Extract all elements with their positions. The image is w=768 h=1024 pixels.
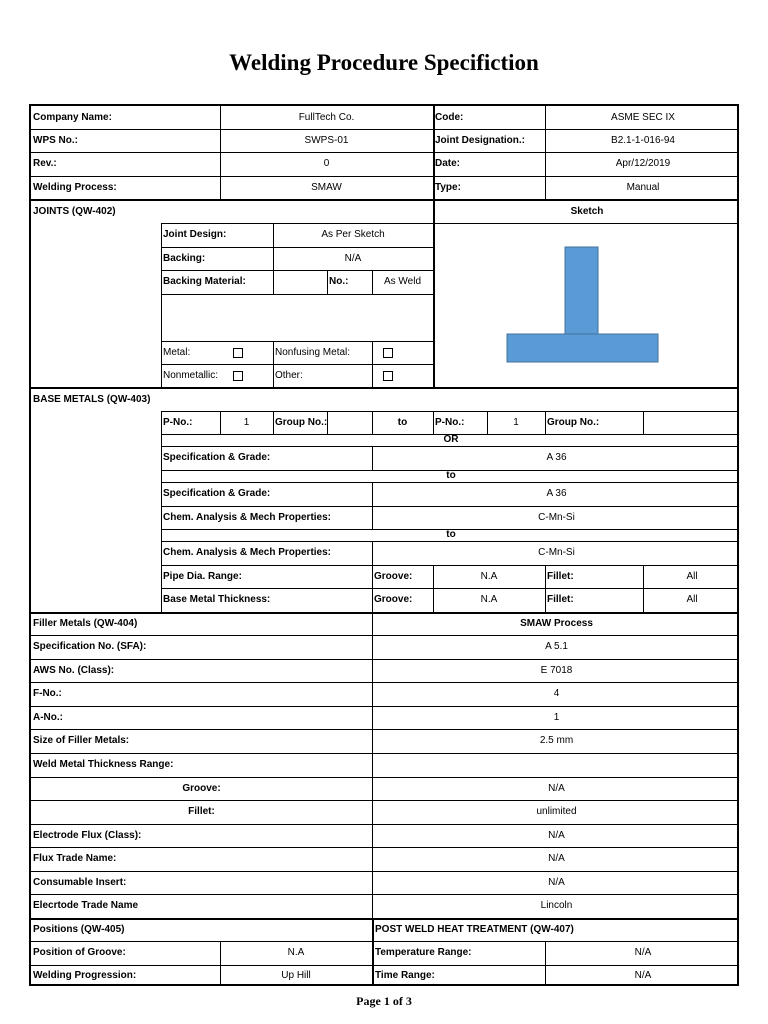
thickness-groove-label: Groove: bbox=[374, 594, 413, 605]
positions-heading: Positions (QW-405) bbox=[33, 924, 125, 935]
rev-label: Rev.: bbox=[33, 158, 57, 169]
spec-grade-1-label: Specification & Grade: bbox=[163, 452, 271, 463]
temperature-range-label: Temperature Range: bbox=[375, 947, 472, 958]
time-range-label: Time Range: bbox=[375, 969, 435, 981]
pipe-dia-label: Pipe Dia. Range: bbox=[163, 570, 242, 582]
company-name-value: FullTech Co. bbox=[298, 111, 355, 123]
filler-metals-heading: Filler Metals (QW-404) bbox=[33, 618, 138, 629]
position-groove-value: N.A bbox=[287, 947, 305, 958]
backing-value: N/A bbox=[344, 252, 362, 264]
spec-grade-1-value: A 36 bbox=[546, 452, 567, 463]
base-metals-heading: BASE METALS (QW-403) bbox=[33, 394, 151, 405]
welding-process-label: Welding Process: bbox=[33, 181, 117, 193]
backing-label: Backing: bbox=[163, 252, 206, 264]
time-range-value: N/A bbox=[634, 969, 652, 981]
a-no-value: 1 bbox=[553, 711, 560, 723]
joint-designation-value: B2.1-1-016-94 bbox=[611, 134, 675, 146]
divider bbox=[643, 411, 644, 434]
filler-groove-value: N/A bbox=[548, 782, 565, 794]
other-checkbox[interactable] bbox=[383, 371, 393, 381]
code-label: Code: bbox=[435, 111, 464, 123]
company-name-label: Company Name: bbox=[33, 111, 112, 123]
a-no-label: A-No.: bbox=[33, 711, 63, 723]
group-no-2-label: Group No.: bbox=[547, 416, 600, 428]
chem-analysis-1-label: Chem. Analysis & Mech Properties: bbox=[163, 511, 332, 523]
electrode-flux-label: Electrode Flux (Class): bbox=[33, 829, 142, 841]
electrode-trade-name-value: Lincoln bbox=[540, 900, 573, 911]
joints-heading: JOINTS (QW-402) bbox=[33, 206, 116, 217]
metal-checkbox[interactable] bbox=[233, 348, 243, 358]
p-no-value: 1 bbox=[243, 416, 250, 428]
wps-no-label: WPS No.: bbox=[33, 134, 78, 146]
welding-process-value: SMAW bbox=[311, 181, 342, 193]
joint-design-label: Joint Design: bbox=[163, 229, 227, 240]
temperature-range-value: N/A bbox=[634, 947, 652, 958]
welding-progression-label: Welding Progression: bbox=[33, 969, 137, 981]
pipe-groove-label: Groove: bbox=[374, 570, 413, 582]
divider bbox=[161, 294, 433, 295]
f-no-value: 4 bbox=[553, 688, 560, 699]
to-3-label: to bbox=[446, 529, 456, 540]
code-value: ASME SEC IX bbox=[611, 111, 675, 123]
filler-process: SMAW Process bbox=[520, 618, 593, 629]
filler-size-value: 2.5 mm bbox=[539, 735, 574, 746]
filler-size-label: Size of Filler Metals: bbox=[33, 735, 130, 746]
sketch-label: Sketch bbox=[570, 206, 604, 217]
nonmetallic-label: Nonmetallic: bbox=[163, 369, 219, 381]
joint-designation-label: Joint Designation.: bbox=[435, 134, 525, 146]
to-label: to bbox=[397, 416, 408, 428]
filler-fillet-label: Fillet: bbox=[188, 806, 215, 817]
pipe-fillet-value: All bbox=[686, 570, 698, 582]
electrode-flux-value: N/A bbox=[548, 829, 565, 841]
divider bbox=[372, 341, 373, 387]
p-no-2-value: 1 bbox=[513, 416, 519, 428]
p-no-2-label: P-No.: bbox=[435, 416, 465, 428]
chem-analysis-2-label: Chem. Analysis & Mech Properties: bbox=[163, 547, 332, 558]
document-title: Welding Procedure Specifiction bbox=[229, 50, 539, 75]
or-label: OR bbox=[443, 434, 459, 445]
thickness-fillet-label: Fillet: bbox=[547, 594, 574, 605]
wps-no-value: SWPS-01 bbox=[304, 134, 349, 146]
flux-trade-name-value: N/A bbox=[548, 853, 565, 864]
sketch-flange bbox=[507, 334, 658, 362]
thickness-groove-value: N.A bbox=[480, 594, 498, 605]
page-number: Page 1 of 3 bbox=[356, 994, 412, 1008]
type-value: Manual bbox=[626, 181, 660, 193]
joint-design-value: As Per Sketch bbox=[321, 229, 385, 240]
nonfusing-metal-checkbox[interactable] bbox=[383, 348, 393, 358]
to-2-label: to bbox=[446, 470, 456, 481]
nonmetallic-checkbox[interactable] bbox=[233, 371, 243, 381]
position-groove-label: Position of Groove: bbox=[33, 947, 126, 958]
divider bbox=[433, 223, 739, 224]
flux-trade-name-label: Flux Trade Name: bbox=[33, 853, 117, 864]
filler-fillet-value: unlimited bbox=[536, 806, 577, 817]
consumable-insert-label: Consumable Insert: bbox=[33, 876, 127, 888]
sfa-value: A 5.1 bbox=[545, 641, 568, 652]
electrode-trade-name-label: Elecrtode Trade Name bbox=[33, 900, 139, 911]
type-label: Type: bbox=[435, 181, 461, 193]
backing-material-label: Backing Material: bbox=[163, 276, 246, 287]
chem-analysis-2-value: C-Mn-Si bbox=[538, 547, 575, 558]
spec-grade-2-label: Specification & Grade: bbox=[163, 488, 271, 499]
base-metal-thickness-label: Base Metal Thickness: bbox=[163, 594, 271, 605]
no-label: No.: bbox=[329, 276, 349, 287]
date-label: Date: bbox=[435, 158, 461, 169]
thickness-fillet-value: All bbox=[686, 594, 698, 605]
sketch-web bbox=[565, 247, 598, 334]
consumable-insert-value: N/A bbox=[548, 876, 565, 888]
date-value: Apr/12/2019 bbox=[615, 158, 671, 169]
pipe-fillet-label: Fillet: bbox=[547, 570, 574, 582]
pipe-groove-value: N.A bbox=[480, 570, 498, 582]
aws-class-label: AWS No. (Class): bbox=[33, 664, 115, 676]
spec-grade-2-value: A 36 bbox=[546, 488, 567, 499]
wps-form bbox=[29, 104, 739, 986]
f-no-label: F-No.: bbox=[33, 688, 62, 699]
nonfusing-metal-label: Nonfusing Metal: bbox=[275, 346, 351, 358]
rev-value: 0 bbox=[323, 158, 330, 169]
aws-class-value: E 7018 bbox=[540, 664, 573, 676]
p-no-label: P-No.: bbox=[163, 416, 193, 428]
other-label: Other: bbox=[275, 369, 303, 381]
metal-label: Metal: bbox=[163, 346, 191, 358]
welding-progression-value: Up Hill bbox=[281, 969, 311, 981]
chem-analysis-1-value: C-Mn-Si bbox=[538, 511, 575, 523]
sfa-label: Specification No. (SFA): bbox=[33, 641, 147, 652]
filler-groove-label: Groove: bbox=[182, 782, 221, 794]
joint-sketch bbox=[505, 245, 660, 365]
group-no-label: Group No.: bbox=[275, 416, 327, 428]
weld-thickness-label: Weld Metal Thickness Range: bbox=[33, 759, 174, 770]
divider bbox=[327, 411, 328, 434]
no-value: As Weld bbox=[383, 276, 422, 287]
pwht-heading: POST WELD HEAT TREATMENT (QW-407) bbox=[375, 924, 574, 935]
